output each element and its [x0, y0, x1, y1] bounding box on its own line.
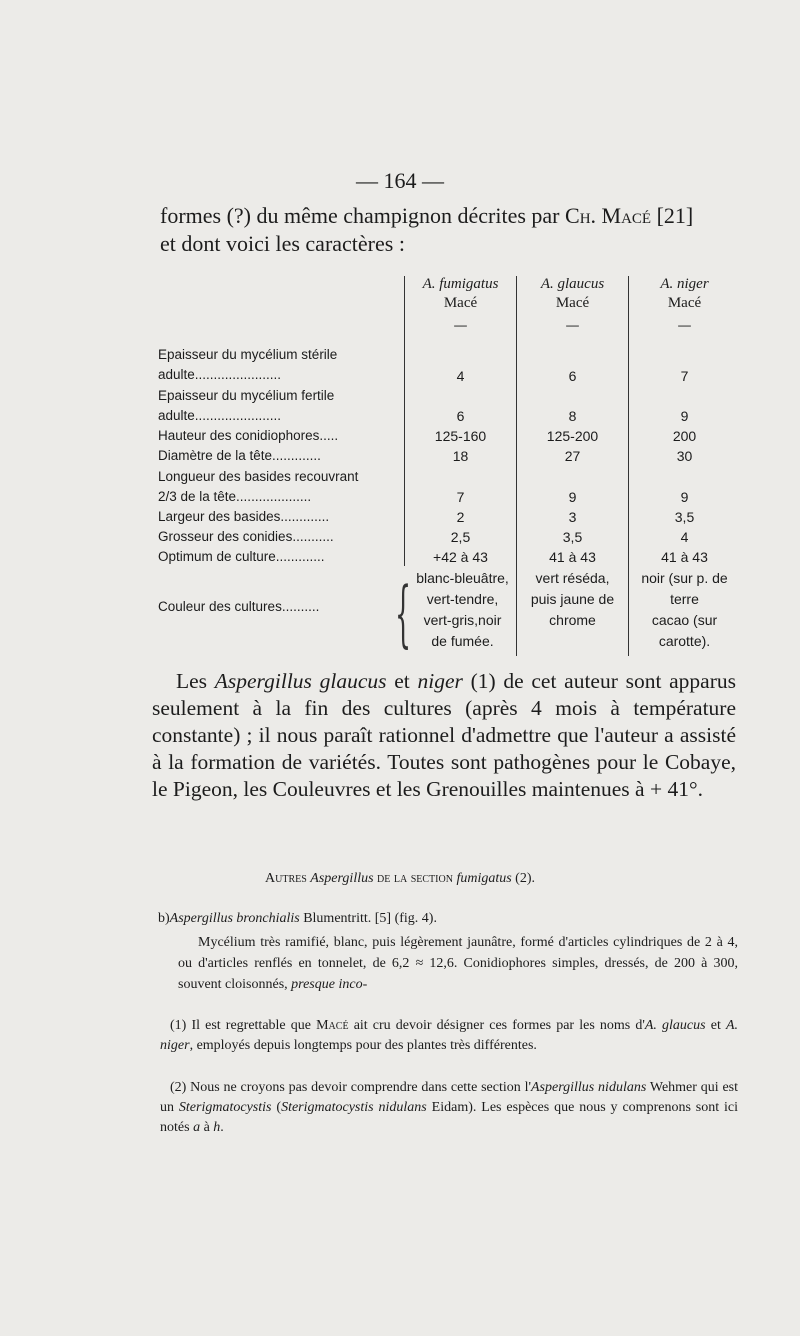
row-label: Epaisseur du mycélium fertile adulte....................... [158, 388, 335, 423]
table-cell: 4 [456, 368, 465, 384]
intro-line-2: et dont voici les caractères : [160, 231, 405, 256]
footnote-2: (2) Nous ne croyons pas devoir comprendre dans cette section l'Aspergillus nidulans Wehmer qui est un Sterigmatocystis (Sterigmatocystis nidulans Eidam). Les espèces que nous y comprenons sont ici notés a à h. [160, 1080, 739, 1135]
table-cell: 41 à 43 [549, 549, 596, 565]
row-label: Longueur des basides recouvrant 2/3 de la tête.................... [158, 469, 359, 504]
table-cell: 2,5 [450, 529, 471, 545]
column-header-niger: A. niger Macé [660, 276, 709, 311]
table-cell: 2 [456, 509, 465, 525]
table-cell-color-niger: noir (sur p. de terre cacao (sur carotte). [641, 570, 728, 649]
intro-reference: [21] [656, 203, 694, 228]
table-cell: 125-200 [546, 428, 599, 444]
species-heading: b)Aspergillus bronchialis Blumentritt. [5] (fig. 4). [158, 911, 437, 926]
table-cell: 8 [568, 408, 577, 424]
table-cell: 3,5 [674, 509, 695, 525]
column-header-glaucus: A. glaucus Macé [540, 276, 605, 311]
table-cell: 18 [452, 448, 469, 464]
column-header-fumigatus: A. fumigatus Macé [422, 276, 499, 311]
table-cell: 125-160 [434, 428, 487, 444]
column-dash: — [677, 318, 692, 334]
intro-author: Ch. Macé [565, 203, 652, 228]
page-number: — 164 — [356, 168, 444, 193]
section-heading: Autres Aspergillus de la section fumigatus (2). [265, 871, 535, 886]
table-cell: 3 [568, 509, 577, 525]
table-cell-color-fumigatus: blanc-bleuâtre, vert-tendre, vert-gris,noir de fumée. [416, 570, 509, 649]
column-dash: — [565, 318, 580, 334]
table-cell: 6 [568, 368, 577, 384]
row-label: Optimum de culture............. [158, 549, 325, 564]
brace-symbol: { [395, 571, 412, 655]
table-cell: 9 [680, 408, 689, 424]
table-cell: 27 [564, 448, 581, 464]
row-label: Couleur des cultures.......... [158, 599, 320, 614]
row-label: Diamètre de la tête............. [158, 448, 321, 463]
row-label: Largeur des basides............. [158, 509, 330, 524]
intro-text: formes (?) du même champignon décrites par [160, 203, 560, 228]
row-label: Epaisseur du mycélium stérile adulte....................... [158, 347, 338, 382]
table-cell: 7 [456, 489, 465, 505]
species-description: Mycélium très ramifié, blanc, puis légèrement jaunâtre, formé d'articles cylindriques de 2 à 4, ou d'articles renflés en tonnelet, de 6,2 ≈ 12,6. Conidiophores simples, dressés, de 200 à 300, souvent cloisonnés, presque inco- [178, 935, 738, 992]
table-cell: +42 à 43 [433, 549, 488, 565]
table-cell: 9 [568, 489, 577, 505]
table-cell-color-glaucus: vert réséda, puis jaune de chrome [530, 570, 615, 628]
main-paragraph: Les Aspergillus glaucus et niger (1) de cet auteur sont apparus seulement à la fin des cultures (après 4 mois à température constante) ; il nous paraît rationnel d'admettre que l'auteur a assisté à la formation de variétés. Toutes sont pathogènes pour le Cobaye, le Pigeon, les Couleuvres et les Grenouilles maintenues à + 41°. [152, 669, 737, 801]
table-cell: 4 [680, 529, 689, 545]
intro-line-1 [160, 203, 740, 229]
table-cell: 7 [680, 368, 689, 384]
table-cell: 30 [676, 448, 693, 464]
table-cell: 9 [680, 489, 689, 505]
table-cell: 3,5 [562, 529, 583, 545]
table-cell: 6 [456, 408, 465, 424]
row-label: Grosseur des conidies........... [158, 529, 334, 544]
table-cell: 200 [672, 428, 697, 444]
row-label: Hauteur des conidiophores..... [158, 428, 339, 443]
footnote-1: (1) Il est regrettable que Macé ait cru devoir désigner ces formes par les noms d'A. glaucus et A. niger, employés depuis longtemps pour des plantes très différentes. [160, 1018, 739, 1053]
column-dash: — [453, 318, 468, 334]
table-cell: 41 à 43 [661, 549, 708, 565]
